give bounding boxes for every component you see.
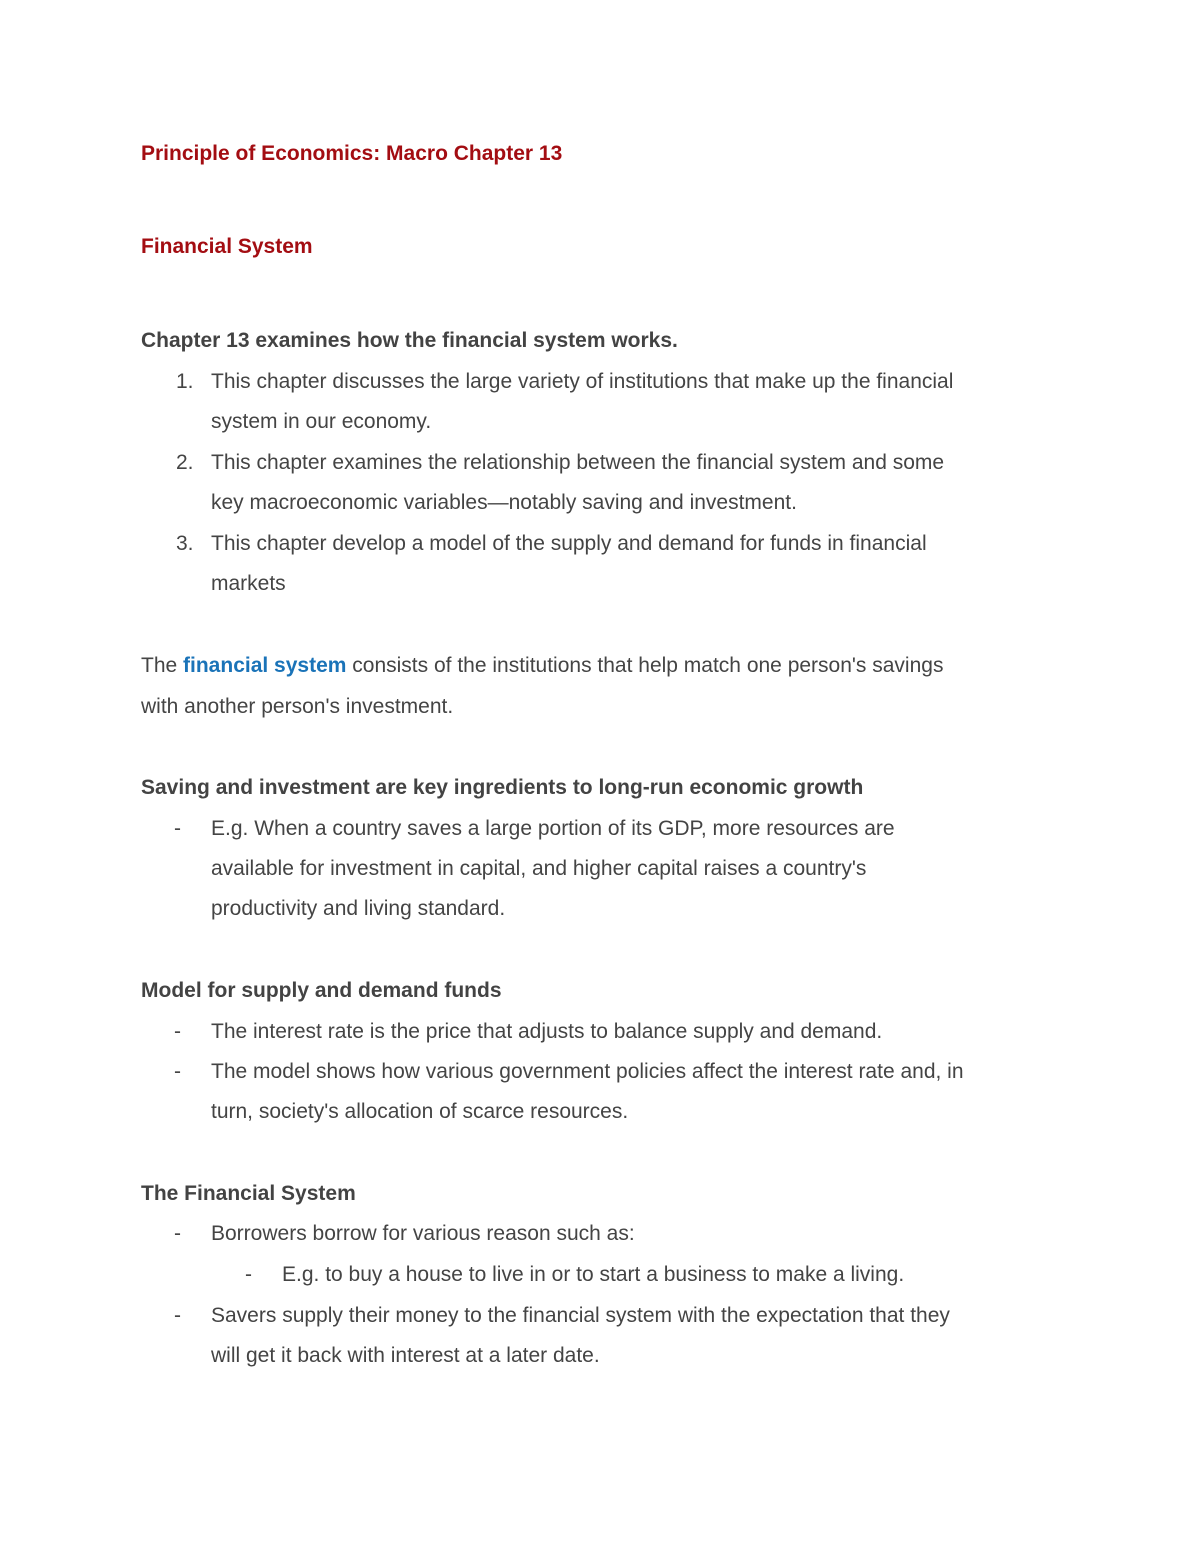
bullet-text: available for investment in capital, and higher capital raises a country's: [211, 857, 867, 880]
list-item-text: This chapter discusses the large variety of institutions that make up the financial: [211, 370, 954, 393]
bullet-dash: -: [174, 817, 181, 840]
financial-system-heading: The Financial System: [141, 1182, 356, 1205]
list-item-text: system in our economy.: [211, 410, 432, 433]
definition-text: consists of the institutions that help match one person's savings: [352, 654, 944, 677]
intro-heading: Chapter 13 examines how the financial system works.: [141, 329, 678, 352]
key-term: financial system: [183, 654, 347, 677]
bullet-dash: -: [174, 1060, 181, 1083]
list-number: 1.: [176, 370, 194, 393]
document-title: Principle of Economics: Macro Chapter 13: [141, 142, 563, 165]
saving-heading: Saving and investment are key ingredients to long-run economic growth: [141, 776, 864, 799]
list-item-text: key macroeconomic variables—notably saving and investment.: [211, 491, 797, 514]
bullet-text: Savers supply their money to the financial system with the expectation that they: [211, 1304, 950, 1327]
bullet-text: productivity and living standard.: [211, 897, 506, 920]
definition-prefix: The: [141, 654, 178, 677]
sub-bullet-text: E.g. to buy a house to live in or to start a business to make a living.: [282, 1263, 905, 1286]
bullet-text: The model shows how various government policies affect the interest rate and, in: [211, 1060, 964, 1083]
definition-paragraph-line: with another person's investment.: [141, 695, 454, 718]
sub-bullet-dash: -: [245, 1263, 252, 1286]
list-item-text: markets: [211, 572, 286, 595]
bullet-dash: -: [174, 1020, 181, 1043]
bullet-text: Borrowers borrow for various reason such as:: [211, 1222, 635, 1245]
list-number: 2.: [176, 451, 194, 474]
bullet-text: turn, society's allocation of scarce resources.: [211, 1100, 629, 1123]
bullet-text: E.g. When a country saves a large portion of its GDP, more resources are: [211, 817, 895, 840]
bullet-text: The interest rate is the price that adjusts to balance supply and demand.: [211, 1020, 883, 1043]
bullet-text: will get it back with interest at a later date.: [211, 1344, 600, 1367]
list-number: 3.: [176, 532, 194, 555]
list-item-text: This chapter examines the relationship between the financial system and some: [211, 451, 945, 474]
bullet-dash: -: [174, 1222, 181, 1245]
bullet-dash: -: [174, 1304, 181, 1327]
definition-paragraph: [141, 654, 943, 678]
list-item-text: This chapter develop a model of the supply and demand for funds in financial: [211, 532, 927, 555]
model-heading: Model for supply and demand funds: [141, 979, 502, 1002]
section-title-financial-system: Financial System: [141, 235, 313, 258]
